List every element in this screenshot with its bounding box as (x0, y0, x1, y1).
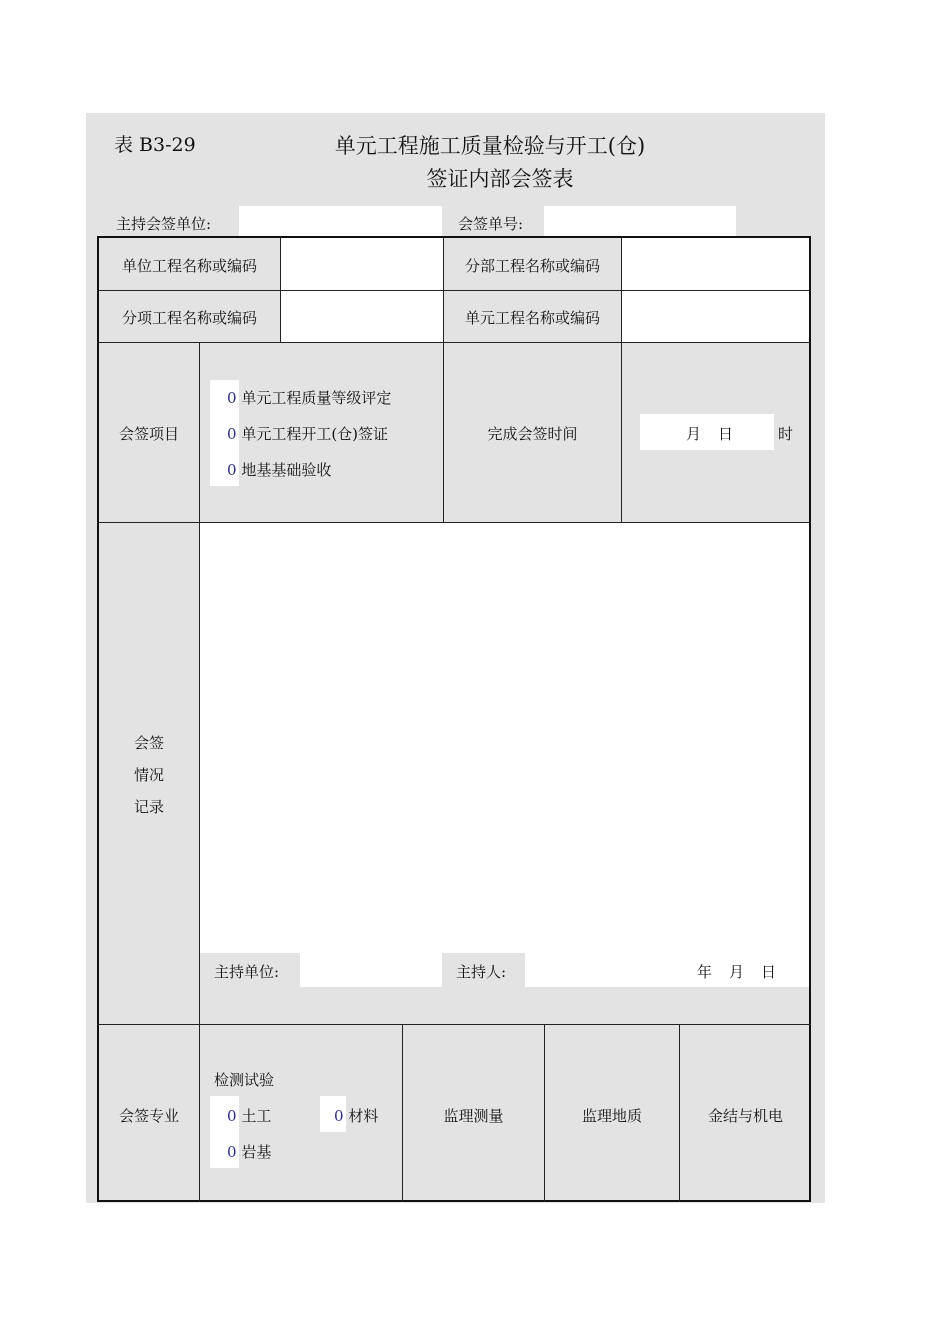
checkbox-value: 0 (227, 425, 237, 443)
row-divider-4 (97, 1024, 811, 1025)
specialty-option-text: 岩基 (241, 1143, 272, 1161)
host-unit-input[interactable] (239, 206, 442, 236)
host-unit-label: 主持会签单位: (116, 215, 212, 233)
row-divider-3 (97, 522, 811, 523)
specialty-option-text: 材料 (348, 1107, 379, 1125)
completion-hour: 时 (778, 425, 794, 443)
sign-no-input[interactable] (544, 206, 736, 236)
sign-item-option-text: 单元工程质量等级评定 (241, 389, 392, 407)
record-host-unit-label: 主持单位: (214, 963, 280, 981)
record-label-line1: 会签 (133, 734, 164, 752)
checkbox-value: 0 (227, 1107, 237, 1125)
completion-month: 月 (686, 425, 702, 443)
geology-label: 监理地质 (581, 1107, 642, 1125)
col-divider-b (443, 238, 444, 522)
metal-label: 金结与机电 (707, 1107, 783, 1125)
form-table (97, 236, 811, 1202)
checkbox-value: 0 (227, 461, 237, 479)
col-divider-a (280, 238, 281, 342)
specialty-option-rock[interactable] (227, 1141, 271, 1162)
specialty-option-material[interactable] (334, 1105, 378, 1126)
survey-label: 监理测量 (443, 1107, 504, 1125)
sign-items-label: 会签项目 (118, 425, 179, 443)
division-project-label: 分部工程名称或编码 (464, 257, 600, 275)
record-day: 日 (761, 963, 777, 981)
sign-item-option-3[interactable] (227, 459, 331, 480)
record-label-line2: 情况 (133, 766, 164, 784)
completion-time-label: 完成会签时间 (487, 425, 578, 443)
sign-item-option-text: 地基基础验收 (241, 461, 332, 479)
unit-project-label: 单位工程名称或编码 (121, 257, 257, 275)
row-divider-1 (97, 290, 811, 291)
checkbox-value: 0 (334, 1107, 344, 1125)
row-divider-2 (97, 342, 811, 343)
testing-label: 检测试验 (214, 1071, 275, 1089)
sign-item-option-1[interactable] (227, 387, 391, 408)
form-title-line2: 签证内部会签表 (426, 167, 574, 191)
item-project-label: 分项工程名称或编码 (121, 309, 257, 327)
sign-no-label: 会签单号: (458, 215, 524, 233)
record-year: 年 (697, 963, 713, 981)
specialty-option-text: 土工 (241, 1107, 272, 1125)
completion-day: 日 (718, 425, 734, 443)
checkbox-value: 0 (227, 1143, 237, 1161)
record-host-person-label: 主持人: (456, 963, 507, 981)
col-divider-d (199, 342, 200, 1202)
record-month: 月 (729, 963, 745, 981)
record-label-line3: 记录 (133, 798, 164, 816)
specialty-label: 会签专业 (118, 1107, 179, 1125)
form-title-line1: 单元工程施工质量检验与开工(仓) (334, 134, 646, 158)
specialty-option-soil[interactable] (227, 1105, 271, 1126)
form-code: 表 B3-29 (114, 134, 196, 156)
sign-item-option-2[interactable] (227, 423, 388, 444)
col-divider-c (621, 238, 622, 522)
sign-item-option-text: 单元工程开工(仓)签证 (241, 425, 389, 443)
element-project-label: 单元工程名称或编码 (464, 309, 600, 327)
checkbox-value: 0 (227, 389, 237, 407)
